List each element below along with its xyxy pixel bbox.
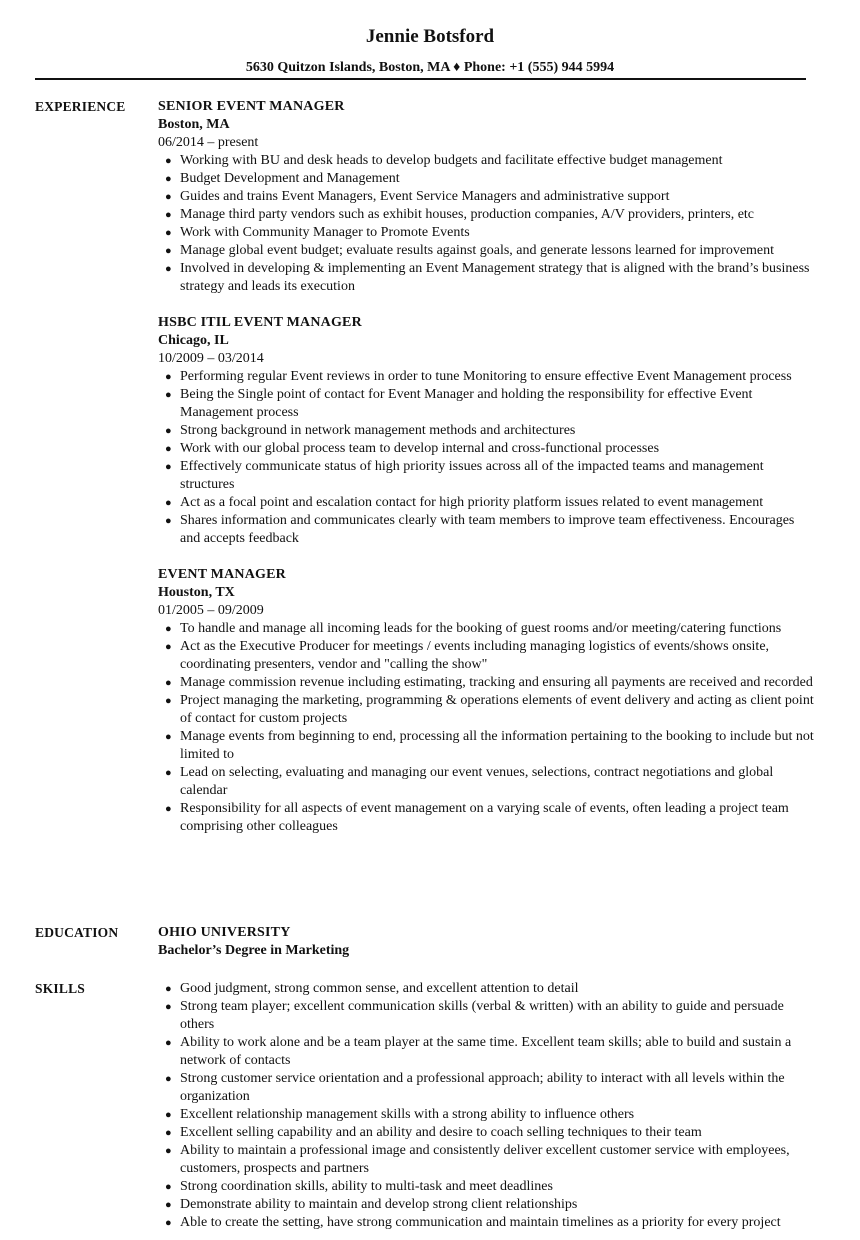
bullet-item <box>158 800 818 836</box>
bullet-item <box>158 764 818 800</box>
skill-item <box>158 1070 818 1106</box>
bullet-text: Manage commission revenue including estimating, tracking and ensuring all payments are received and recorded <box>180 675 813 690</box>
bullet-item <box>158 638 818 674</box>
job-dates: 10/2009 – 03/2014 <box>158 351 264 366</box>
bullet-text: Working with BU and desk heads to develop budgets and facilitate effective budget management <box>180 153 723 168</box>
bullet-icon: ● <box>165 1127 172 1139</box>
skill-item <box>158 1142 818 1178</box>
skill-text: Excellent selling capability and an ability and desire to coach selling techniques to their team <box>180 1125 702 1140</box>
bullet-item <box>158 458 818 494</box>
job-entry <box>158 566 818 836</box>
bullet-item <box>158 494 818 512</box>
job-location: Chicago, IL <box>158 333 229 348</box>
header-divider <box>35 78 806 80</box>
job-title: EVENT MANAGER <box>158 567 286 582</box>
bullet-icon: ● <box>165 623 172 635</box>
bullet-icon: ● <box>165 1109 172 1121</box>
skill-item <box>158 1106 818 1124</box>
bullet-icon: ● <box>165 425 172 437</box>
bullet-icon: ● <box>165 803 172 815</box>
bullet-text: Strong background in network management methods and architectures <box>180 423 576 438</box>
bullet-text: Manage events from beginning to end, processing all the information pertaining to the booking to include but not limited to <box>180 729 814 762</box>
bullet-icon: ● <box>165 155 172 167</box>
job-bullets <box>158 620 818 836</box>
job-location: Boston, MA <box>158 117 230 132</box>
bullet-text: Work with our global process team to develop internal and cross-functional processes <box>180 441 660 456</box>
degree: Bachelor’s Degree in Marketing <box>158 943 350 958</box>
bullet-icon: ● <box>165 263 172 275</box>
bullet-item <box>158 422 818 440</box>
bullet-item <box>158 386 818 422</box>
bullet-icon: ● <box>165 515 172 527</box>
skill-text: Strong customer service orientation and a professional approach; ability to interact with all levels within the organization <box>180 1071 785 1104</box>
bullet-item <box>158 440 818 458</box>
skill-item <box>158 1124 818 1142</box>
bullet-item <box>158 368 818 386</box>
bullet-text: Guides and trains Event Managers, Event Service Managers and administrative support <box>180 189 670 204</box>
skill-item <box>158 1214 818 1232</box>
bullet-item <box>158 242 818 260</box>
job-dates: 06/2014 – present <box>158 135 259 150</box>
skill-item <box>158 998 818 1034</box>
bullet-text: Manage third party vendors such as exhibit houses, production companies, A/V providers, printers, etc <box>180 207 755 222</box>
bullet-text: Responsibility for all aspects of event management on a varying scale of events, often leading a project team comprising other colleagues <box>180 801 789 834</box>
bullet-text: Budget Development and Management <box>180 171 400 186</box>
bullet-item <box>158 224 818 242</box>
skill-text: Strong team player; excellent communication skills (verbal & written) with an ability to guide and persuade others <box>180 999 784 1032</box>
bullet-icon: ● <box>165 767 172 779</box>
bullet-item <box>158 620 818 638</box>
job-entry <box>158 98 818 296</box>
skill-item <box>158 1178 818 1196</box>
job-bullets <box>158 152 818 296</box>
bullet-icon: ● <box>165 371 172 383</box>
skill-text: Ability to maintain a professional image and consistently deliver excellent customer service with employees, customers, prospects and partners <box>180 1143 790 1176</box>
school-name: OHIO UNIVERSITY <box>158 925 291 940</box>
bullet-icon: ● <box>165 191 172 203</box>
bullet-text: Being the Single point of contact for Event Manager and holding the responsibility for effective Event Management process <box>180 387 753 420</box>
bullet-text: Project managing the marketing, programming & operations elements of event delivery and acting as client point of contact for custom projects <box>180 693 814 726</box>
bullet-item <box>158 188 818 206</box>
bullet-icon: ● <box>165 695 172 707</box>
job-title: SENIOR EVENT MANAGER <box>158 99 345 114</box>
bullet-text: To handle and manage all incoming leads for the booking of guest rooms and/or meeting/catering functions <box>180 621 782 636</box>
skill-item <box>158 980 818 998</box>
bullet-icon: ● <box>165 1073 172 1085</box>
job-bullets <box>158 368 818 548</box>
bullet-text: Effectively communicate status of high priority issues across all of the impacted teams and management structures <box>180 459 764 492</box>
bullet-icon: ● <box>165 1181 172 1193</box>
bullet-item <box>158 674 818 692</box>
skill-text: Excellent relationship management skills with a strong ability to influence others <box>180 1107 635 1122</box>
bullet-icon: ● <box>165 1199 172 1211</box>
skill-text: Ability to work alone and be a team player at the same time. Excellent team skills; able to build and sustain a network of contacts <box>180 1035 792 1068</box>
bullet-item <box>158 152 818 170</box>
bullet-item <box>158 728 818 764</box>
bullet-icon: ● <box>165 1037 172 1049</box>
skill-text: Demonstrate ability to maintain and develop strong client relationships <box>180 1197 578 1212</box>
bullet-icon: ● <box>165 1217 172 1229</box>
bullet-item <box>158 170 818 188</box>
skills-section <box>158 980 818 1232</box>
bullet-text: Act as a focal point and escalation contact for high priority platform issues related to event management <box>180 495 764 510</box>
experience-section <box>158 98 818 854</box>
skill-text: Able to create the setting, have strong communication and maintain timelines as a priority for every project <box>180 1215 781 1230</box>
education-section <box>158 924 818 960</box>
skill-text: Good judgment, strong common sense, and excellent attention to detail <box>180 981 579 996</box>
bullet-icon: ● <box>165 641 172 653</box>
bullet-item <box>158 512 818 548</box>
job-dates: 01/2005 – 09/2009 <box>158 603 264 618</box>
bullet-icon: ● <box>165 173 172 185</box>
job-title: HSBC ITIL EVENT MANAGER <box>158 315 362 330</box>
skill-text: Strong coordination skills, ability to multi-task and meet deadlines <box>180 1179 553 1194</box>
bullet-icon: ● <box>165 209 172 221</box>
bullet-icon: ● <box>165 443 172 455</box>
bullet-item <box>158 260 818 296</box>
bullet-text: Shares information and communicates clearly with team members to improve team effectiveness. Encourages and accepts feedback <box>180 513 795 546</box>
bullet-item <box>158 692 818 728</box>
bullet-icon: ● <box>165 1001 172 1013</box>
bullet-text: Work with Community Manager to Promote Events <box>180 225 470 240</box>
bullet-icon: ● <box>165 731 172 743</box>
bullet-text: Manage global event budget; evaluate results against goals, and generate lessons learned for improvement <box>180 243 775 258</box>
skills-list <box>158 980 818 1232</box>
skill-item <box>158 1196 818 1214</box>
bullet-icon: ● <box>165 461 172 473</box>
bullet-icon: ● <box>165 497 172 509</box>
bullet-text: Act as the Executive Producer for meetings / events including managing logistics of events/shows onsite, coordinating presenters, vendor and "calling the show" <box>180 639 770 672</box>
bullet-icon: ● <box>165 1145 172 1157</box>
education-section-label: EDUCATION <box>35 925 119 940</box>
bullet-icon: ● <box>165 677 172 689</box>
job-entry <box>158 314 818 548</box>
bullet-text: Performing regular Event reviews in order to tune Monitoring to ensure effective Event Management process <box>180 369 792 384</box>
bullet-icon: ● <box>165 245 172 257</box>
bullet-text: Lead on selecting, evaluating and managing our event venues, selections, contract negotiations and global calendar <box>180 765 774 798</box>
bullet-icon: ● <box>165 389 172 401</box>
skills-section-label: SKILLS <box>35 981 85 996</box>
bullet-item <box>158 206 818 224</box>
skill-item <box>158 1034 818 1070</box>
job-location: Houston, TX <box>158 585 235 600</box>
bullet-icon: ● <box>165 227 172 239</box>
candidate-name: Jennie Botsford <box>365 26 495 47</box>
experience-section-label: EXPERIENCE <box>35 99 126 114</box>
bullet-icon: ● <box>165 983 172 995</box>
contact-line: 5630 Quitzon Islands, Boston, MA ♦ Phone: +1 (555) 944 5994 <box>245 60 615 75</box>
bullet-text: Involved in developing & implementing an Event Management strategy that is aligned with the brand’s business strategy and leads its execution <box>180 261 810 294</box>
